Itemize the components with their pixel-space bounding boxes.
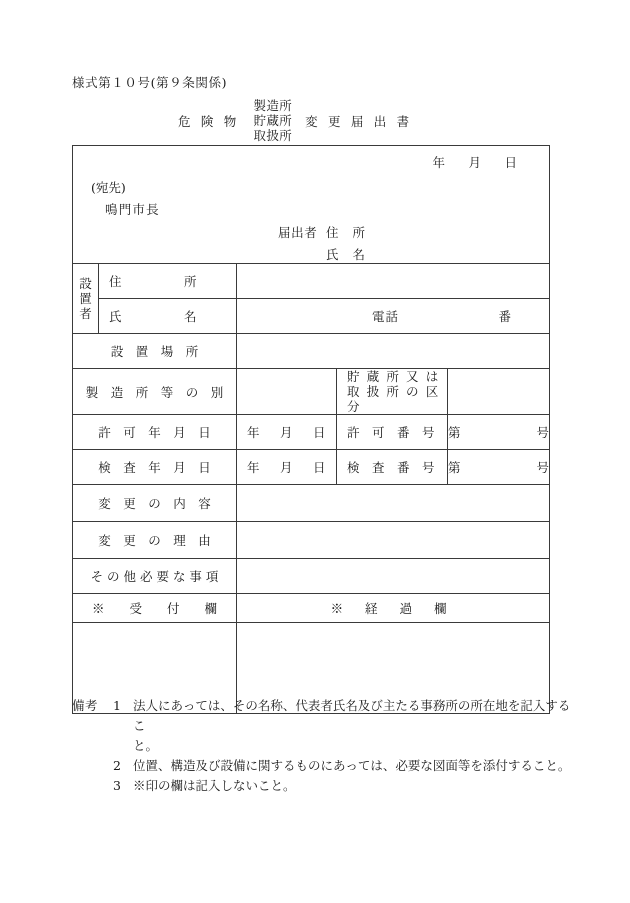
- installer-address-label: 住 所: [99, 264, 237, 299]
- remarks-section: [72, 696, 572, 796]
- remarks-item-1: [72, 696, 572, 736]
- inspection-day-label: 日: [312, 460, 326, 475]
- facility-class-value[interactable]: [237, 369, 337, 415]
- notification-form-table: [72, 145, 550, 714]
- remarks-item-2-text: 位置、構造及び設備に関するものにあっては、必要な図面等を添付すること。: [133, 758, 571, 773]
- inspection-number-prefix: 第: [448, 460, 461, 475]
- table-row-change-content: [73, 485, 550, 522]
- remarks-spacer-3: [72, 776, 113, 796]
- inspection-year-label: 年: [246, 460, 260, 475]
- table-row-header: [73, 146, 550, 264]
- table-row-permit: [73, 415, 550, 450]
- inspection-month-label: 月: [279, 460, 293, 475]
- installer-label-char-3: 者: [79, 306, 92, 321]
- document-title: [178, 98, 412, 143]
- progress-column-label: ※ 経 過 欄: [237, 594, 550, 623]
- inspection-number-suffix: 号: [536, 460, 550, 475]
- addressee-name: 鳴門市長: [105, 202, 160, 217]
- remarks-item-3: [72, 776, 572, 796]
- date-month-label: 月: [468, 155, 482, 170]
- installer-label-char-1: 設: [79, 276, 92, 291]
- title-change-notification: 変 更 届 出 書: [305, 113, 413, 129]
- remarks-item-1-continuation: と。: [133, 738, 159, 753]
- permit-number-prefix: 第: [448, 425, 461, 440]
- facility-subclass-label-line-1: 貯 蔵 所 又 は: [347, 369, 440, 384]
- submitter-address-row: [278, 222, 370, 244]
- installer-group-label: [73, 264, 99, 334]
- submitter-name-row: [278, 244, 370, 266]
- other-matters-label: そ の 他 必 要 な 事 項: [73, 559, 237, 594]
- permit-month-label: 月: [279, 425, 293, 440]
- permit-number-label: 許 可 番 号: [337, 415, 448, 450]
- installer-phone-cell[interactable]: [237, 299, 550, 334]
- installer-label-char-2: 置: [79, 291, 92, 306]
- table-row-installer-name: [73, 299, 550, 334]
- facility-subclass-value[interactable]: [448, 369, 550, 415]
- inspection-number-value[interactable]: [448, 450, 550, 485]
- phone-label: 電話: [372, 309, 400, 324]
- reception-column-label: ※ 受 付 欄: [73, 594, 237, 623]
- form-number: 様式第１０号(第９条関係): [72, 75, 228, 90]
- facility-type-storage: 貯蔵所: [253, 113, 293, 128]
- table-row-other-matters: [73, 559, 550, 594]
- addressee-label: (宛先): [91, 180, 126, 195]
- installer-address-value[interactable]: [237, 264, 550, 299]
- permit-date-value[interactable]: [237, 415, 337, 450]
- permit-number-value[interactable]: [448, 415, 550, 450]
- inspection-number-label: 検 査 番 号: [337, 450, 448, 485]
- table-row-installer-address: [73, 264, 550, 299]
- location-value[interactable]: [237, 334, 550, 369]
- location-label: 設 置 場 所: [73, 334, 237, 369]
- table-row-change-reason: [73, 522, 550, 559]
- table-row-location: [73, 334, 550, 369]
- change-reason-label: 変 更 の 理 由: [73, 522, 237, 559]
- facility-class-label: 製 造 所 等 の 別: [73, 369, 237, 415]
- remarks-label: 備考: [72, 698, 99, 713]
- title-hazardous-material: 危 険 物: [178, 113, 240, 129]
- permit-number-suffix: 号: [536, 425, 550, 440]
- submitter-block: [278, 222, 370, 266]
- change-content-label: 変 更 の 内 容: [73, 485, 237, 522]
- permit-day-label: 日: [312, 425, 326, 440]
- date-year-label: 年: [432, 155, 446, 170]
- header-block-cell: [73, 146, 550, 264]
- remarks-item-2: [72, 756, 572, 776]
- submission-date-line: [421, 153, 529, 171]
- facility-type-handling: 取扱所: [253, 128, 293, 143]
- change-content-value[interactable]: [237, 485, 550, 522]
- submitter-address-label: 住 所: [326, 225, 370, 240]
- table-row-official-header: [73, 594, 550, 623]
- title-facility-type-stack: [253, 98, 292, 143]
- submitter-name-label: 氏 名: [326, 247, 370, 262]
- permit-year-label: 年: [246, 425, 260, 440]
- facility-subclass-label: [337, 369, 448, 415]
- remarks-item-1-text: 法人にあっては、その名称、代表者氏名及び主たる事務所の所在地を記入するこ: [133, 698, 571, 733]
- remarks-item-3-text: ※印の欄は記入しないこと。: [133, 778, 296, 793]
- remarks-item-3-number: 3: [113, 778, 121, 793]
- remarks-item-1-number: 1: [113, 698, 121, 713]
- table-row-facility-class: [73, 369, 550, 415]
- phone-suffix-label: 番: [498, 309, 512, 324]
- date-day-label: 日: [504, 155, 518, 170]
- inspection-date-value[interactable]: [237, 450, 337, 485]
- remarks-spacer-2: [72, 756, 113, 776]
- submitter-label: 届出者: [278, 225, 318, 240]
- table-row-inspection: [73, 450, 550, 485]
- facility-type-manufacturing: 製造所: [253, 98, 293, 113]
- remarks-item-2-number: 2: [113, 758, 121, 773]
- permit-date-label: 許 可 年 月 日: [73, 415, 237, 450]
- inspection-date-label: 検 査 年 月 日: [73, 450, 237, 485]
- change-reason-value[interactable]: [237, 522, 550, 559]
- submitter-spacer: [278, 244, 326, 266]
- other-matters-value[interactable]: [237, 559, 550, 594]
- installer-name-label: 氏 名: [99, 299, 237, 334]
- facility-subclass-label-line-2: 取 扱 所 の 区 分: [347, 384, 440, 414]
